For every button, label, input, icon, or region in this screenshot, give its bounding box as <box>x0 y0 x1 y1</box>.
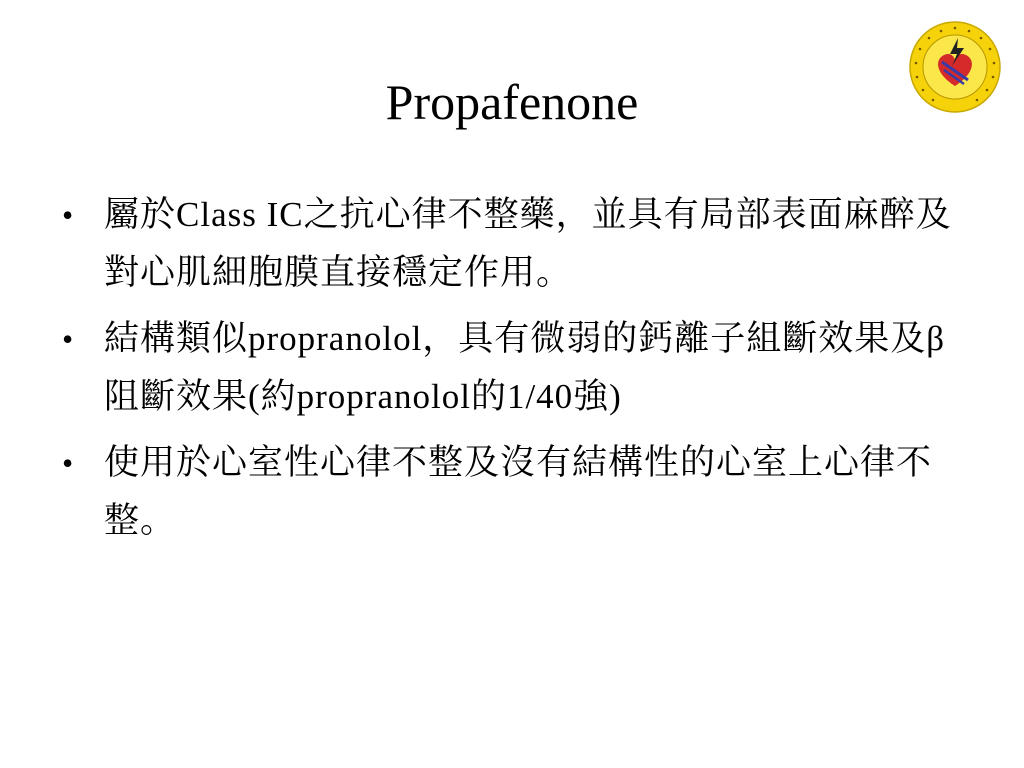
list-item <box>62 434 972 550</box>
list-item <box>62 310 972 426</box>
bullet-text: 使用於心室性心律不整及沒有結構性的心室上心律不整。 <box>104 443 933 540</box>
association-seal-icon <box>906 20 1004 114</box>
slide-title: Propafenone <box>385 74 639 130</box>
bullet-marker: • <box>62 445 74 481</box>
bullet-marker: • <box>62 321 74 357</box>
bullet-text: 屬於Class IC之抗心律不整藥，並具有局部表面麻醉及對心肌細胞膜直接穩定作用。 <box>104 195 952 292</box>
bullet-text: 結構類似propranolol，具有微弱的鈣離子組斷效果及β 阻斷效果(約propranolol的1/40強) <box>104 319 946 416</box>
bullet-marker: • <box>62 197 74 233</box>
bullet-list <box>62 186 972 558</box>
list-item <box>62 186 972 302</box>
